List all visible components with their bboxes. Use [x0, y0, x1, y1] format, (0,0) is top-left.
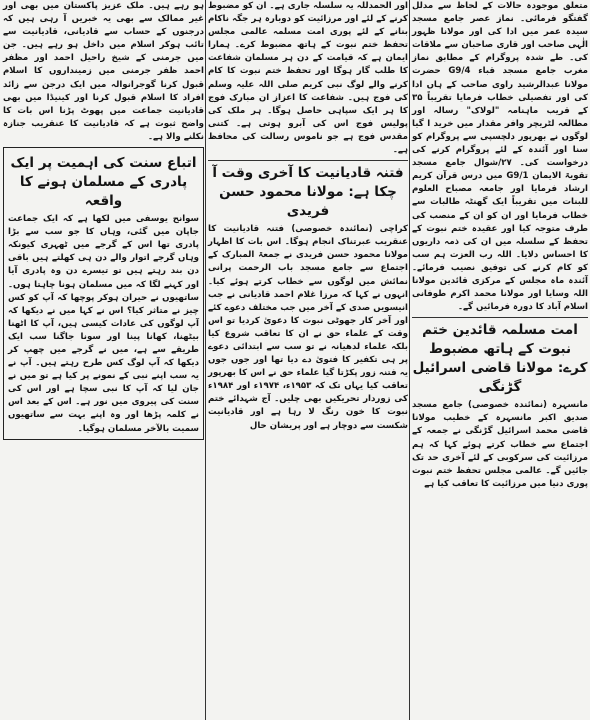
- column-left: [3, 0, 204, 443]
- column-middle: [208, 0, 408, 433]
- boxed-article: [3, 147, 204, 440]
- boxed-headline: اتباع سنت کی اہمیت پر ایک پادری کے مسلمان ہونے کا واقعہ: [10, 155, 197, 210]
- article-headline: امت مسلمہ قائدین ختم نبوت کے ہاتھ مضبوط کرے: مولانا قاضی اسرائیل گڑنگی: [412, 322, 588, 396]
- column-right: [412, 0, 588, 491]
- article-body: اور الحمدللہ یہ سلسلہ جاری ہے۔ ان کو مضبوط کرنے کے لئے اور مرزائیت کو دوبارہ ہر جگہ ناکام بنانے کے لئے پوری امت مسلمہ عالمی مجلس تحفظ ختم نبوت کے ہاتھ مضبوط کرے۔ ہمارا ایمان ہے کہ قیامت کے دن ہر مسلمان شفاعت کا طلب گار ہوگا اور تحفظ ختم نبوت کا کام کرنے والے لوگ نبی کریم صلی اللہ علیہ وسلم کی فوج ہیں۔ شفاعت کا اعزاز ان مبارک فوج کا ہر ایک سپاہی حاصل ہوگا۔ ہر ملک کی پولیس فوج اس کی آبرو ہوتی ہے۔ کتنی مقدس فوج ہے جو ناموس رسالت کی محافظ ہے۔: [208, 1, 408, 156]
- column-divider: [205, 0, 206, 720]
- article-body: مانسہرہ (نمائندہ خصوصی) جامع مسجد صدیق اکبر مانسہرہ کے خطیب مولانا قاضی محمد اسرائیل گڑنگی نے جمعہ کے اجتماع سے خطاب کرتے ہوئے کہا کہ ہم مرزائیت کی سرکوبی کے لئے آخری حد تک جائیں گے۔ عالمی مجلس تحفظ ختم نبوت پوری دنیا میں مرزائیت کا تعاقب کیا ہے: [412, 400, 588, 489]
- article-body: کراچی (نمائندہ خصوصی) فتنہ قادیانیت کا عنقریب عبرتناک انجام ہوگا۔ اس بات کا اظہار مولانا محمود حسن فریدی نے جمعۃ المبارک کے اجتماع سے جامع مسجد باب الرحمت پرانی نمائش میں لوگوں سے خطاب کرتے ہوئے کیا۔ انہوں نے کہا کہ مرزا غلام احمد قادیانی نے جب انیسویں صدی کے آخر میں جب مختلف دعوے کئے اور آخر کار جھوٹی نبوت کا دعویٰ کردیا تو اس وقت کے علماء حق نے ان کا تعاقب شروع کیا بلکہ علماء لدھیانہ نے تو سب سے ابتدائی دعوے پر ہی تکفیر کا فتویٰ دے دیا تھا اور جوں جوں یہ فتنہ زور پکڑتا گیا علماء حق نے اس کا بھرپور تعاقب کیا یہاں تک کہ ۱۹۵۳ء، ۱۹۷۴ء اور ۱۹۸۴ء کی زوردار تحریکیں بھی چلیں۔ آج شہدائے ختم نبوت کا خون رنگ لا رہا ہے اور قادیانیت شکست سے دوچار ہے اور پریشان حال: [208, 224, 408, 431]
- boxed-body: سوانح یوسفی میں لکھا ہے کہ ایک جماعت جاپان میں گئی، وہاں کا جو سب سے بڑا پادری تھا اس کے گرجے میں ٹھہری کیونکہ وہاں گرجے اتوار والے دن ہی کھلتے ہیں باقی دن بند رہتے ہیں تو تیسرے دن وہ پادری آیا اور کہنے لگا کہ میں مسلمان ہونا چاہتا ہوں۔ ساتھیوں نے حیران ہوکر پوچھا کہ آپ کو کس چیز نے متاثر کیا؟ اس نے کہا میں نے دیکھا کہ آپ لوگوں کی عادات کیسی ہیں، آپ کا اٹھنا بیٹھنا، کھانا پینا اور سونا جاگنا سب ایک طریقے سے ہے، میں نے گرجے میں چھپ کر دیکھا کہ آپ لوگ کس طرح رہتے ہیں۔ آپ نے یہ سب اپنے نبی کے نمونے پر کیا ہے تو میں نے جان لیا کہ آپ کا نبی سچا ہے اور اس کی سنت کی پیروی میں نور ہے۔ اس کے بعد اس نے کلمہ پڑھا اور وہ اپنے بہت سے ساتھیوں سمیت بالآخر مسلمان ہوگیا۔: [8, 214, 199, 434]
- article-headline: فتنہ قادیانیت کا آخری وقت آ چکا ہے: مولانا محمود حسن فریدی: [212, 165, 404, 220]
- section-divider: [208, 160, 408, 161]
- article-body: متعلق موجودہ حالات کے لحاظ سے مدلل گفتگو فرمائی۔ نماز عصر جامع مسجد سیدہ عمر میں ادا کی اور مولانا ظہور الٰہی صاحب اور قاری صاحبان سے ملاقات کی۔ طے شدہ پروگرام کے مطابق نماز مغرب جامع مسجد قباء G9/4 حضرت مولانا عبدالرشید راوی صاحب کے ہاں ادا کی اور تفصیلی خطاب فرمایا تقریباً ۳۵ کے قریب ماہنامہ "لولاک" رسالہ اور مطالعہ لٹریچر وافر مقدار میں خرید ا گیا لوگوں نے بھرپور دلچسپی سے پروگرام کو سنا اور آئندہ کے لئے پروگرام کرنے کی درخواست کی۔ ۲۷/شوال جامع مسجد تقویۃ الایمان G9/1 میں درس قرآن کریم ارشاد فرمایا اور جامعہ مصباح العلوم للبنات میں تقریباً ایک گھنٹہ طالبات سے خطاب فرمایا اور ان کو ان کے منصب کی طرف متوجہ کیا اور عقیدہ ختم نبوت کے تحفظ کے سلسلہ میں ان کی ذمہ داریوں کا احساس دلایا۔ اللہ رب العزت ہم سب کو کام کرنے کی توفیق نصیب فرمائے۔ آئندہ ماہ مجلس کے مرکزی قائدین مولانا اللہ وسایا اور مولانا محمد اکرم طوفانی اسلام آباد کا دورہ فرمائیں گے۔: [412, 1, 588, 313]
- column-divider: [409, 0, 410, 720]
- section-divider: [412, 317, 588, 318]
- article-body: ہو رہے ہیں۔ ملک عزیز پاکستان میں بھی اور غیر ممالک سے بھی یہ خبریں آ رہی ہیں کہ درجنوں کے حساب سے قادیانی، قادیانیت سے تائب ہوکر اسلام میں داخل ہو رہے ہیں۔ جن میں جرمنی کے شیخ راحیل احمد اور مظفر احمد ظفر جرمنی میں زمینداروں کا اسلام قبول کرنا گوجرانوالہ میں ایک درجن سے زائد افراد کا اسلام قبول کرنا اور کینیڈا میں بھی قادیانیت جماعت میں پھوٹ پڑنا اس بات کا واضح ثبوت ہے کہ قادیانیت کا عنقریب جنازہ نکلنے والا ہے۔: [3, 1, 204, 142]
